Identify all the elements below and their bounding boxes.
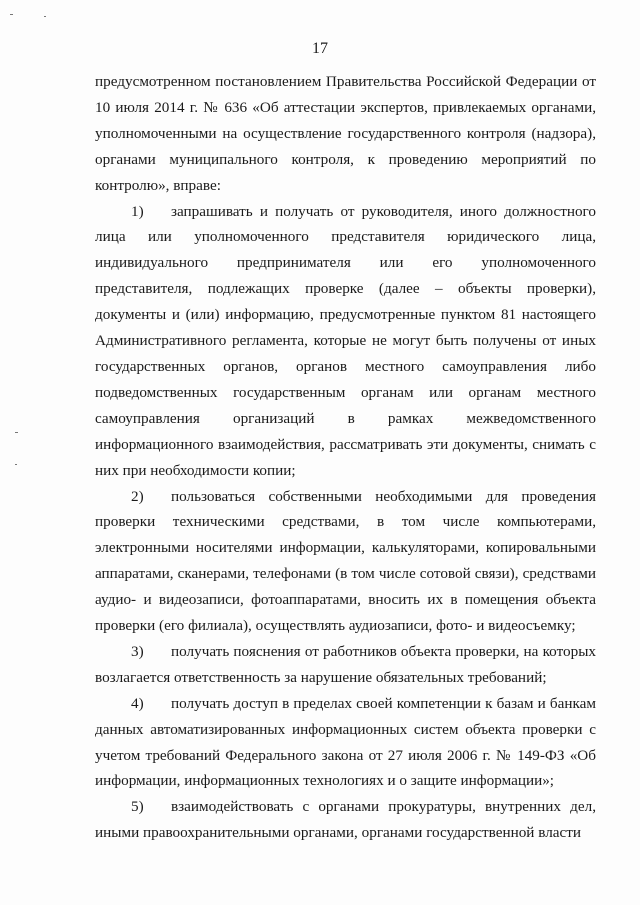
list-item-number: 1): [131, 202, 144, 220]
scan-speck: [15, 464, 17, 465]
list-item-text: запрашивать и получать от руководителя, иного должностного лица или уполномоченного представителя юридического лица, индивидуального предпринимателя или его уполномоченного представителя, подлежащих проверке (далее – объекты проверки), документы и (или) информацию, предусмотренные пунктом 81 настоящего Административного регламента, которые не могут быть получены от иных государственных органов, органов местного самоуправления либо подведомственных государственным органам или органам местного самоуправления организаций в рамках межведомственного информационного взаимодействия, рассматривать эти документы, снимать с них при необходимости копии;: [95, 202, 596, 479]
list-item-4: [95, 691, 596, 795]
list-item-2: [95, 484, 596, 639]
document-body: [95, 69, 596, 846]
list-item-number: 5): [131, 798, 144, 816]
list-item-number: 3): [131, 642, 144, 660]
list-item-3: [95, 639, 596, 691]
paragraph-text: предусмотренном постановлением Правительства Российской Федерации от 10 июля 2014 г. № 636 «Об аттестации экспертов, привлекаемых органами, уполномоченными на осуществление государственного контроля (надзора), органами муниципального контроля, к проведению мероприятий по контролю», вправе:: [95, 73, 596, 194]
page-number: 17: [312, 40, 328, 57]
list-item-5: [95, 794, 596, 846]
list-item-text: получать пояснения от работников объекта проверки, на которых возлагается ответственность за нарушение обязательных требований;: [95, 642, 596, 686]
list-item-text: получать доступ в пределах своей компетенции к базам и банкам данных автоматизированных информационных систем объекта проверки с учетом требований Федерального закона от 27 июля 2006 г. № 149-ФЗ «Об информации, информационных технологиях и о защите информации»;: [95, 694, 596, 790]
scan-speck: [15, 432, 18, 433]
list-item-1: [95, 199, 596, 484]
list-item-number: 4): [131, 694, 144, 712]
scan-speck: [10, 14, 13, 15]
list-item-text: взаимодействовать с органами прокуратуры, внутренних дел, иными правоохранительными органами, органами государственной власти: [95, 798, 596, 842]
paragraph-intro: [95, 69, 596, 199]
scan-speck: [44, 16, 46, 17]
list-item-text: пользоваться собственными необходимыми для проведения проверки техническими средствами, в том числе компьютерами, электронными носителями информации, калькуляторами, копировальными аппаратами, сканерами, телефонами (в том числе сотовой связи), средствами аудио- и видеозаписи, фотоаппаратами, вносить их в помещения объекта проверки (его филиала), осуществлять аудиозаписи, фото- и видеосъемку;: [95, 487, 596, 635]
list-item-number: 2): [131, 487, 144, 505]
